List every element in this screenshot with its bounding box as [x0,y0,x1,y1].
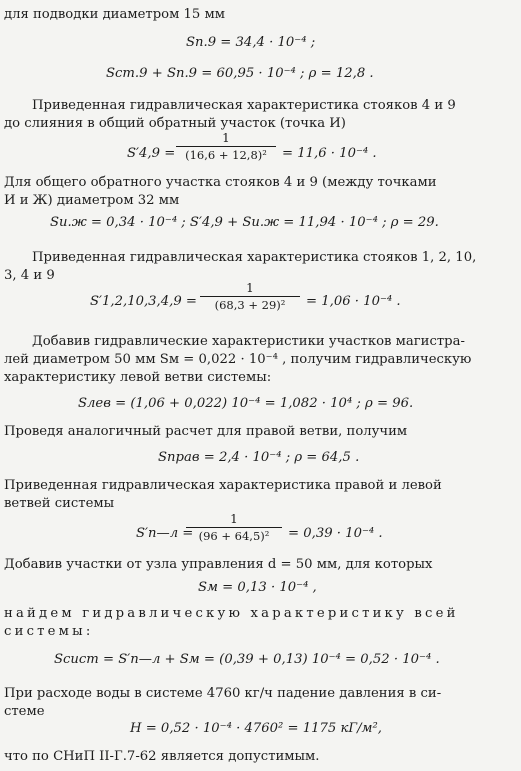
paragraph-line: характеристику левой ветви системы: [4,370,272,385]
formula: Sи.ж = 0,34 · 10⁻⁴ ; S′4,9 + Sи.ж = 11,94 · 10⁻⁴ ; ρ = 29. [50,215,439,230]
paragraph-line: лей диаметром 50 мм Sм = 0,022 · 10⁻⁴ , получим гидравлическую [4,352,472,367]
paragraph-line: Добавив гидравлические характеристики участков магистра- [32,334,465,349]
formula: Sсист = S′п—л + Sм = (0,39 + 0,13) 10⁻⁴ = 0,52 · 10⁻⁴ . [54,652,440,667]
paragraph-line: Приведенная гидравлическая характеристика стояков 4 и 9 [32,98,456,113]
formula-rhs: = 11,6 · 10⁻⁴ . [282,146,377,161]
paragraph-line: системы: [4,624,94,639]
formula: Sлев = (1,06 + 0,022) 10⁻⁴ = 1,082 · 10⁴ ; ρ = 96. [78,396,414,411]
paragraph-line: 3, 4 и 9 [4,268,55,283]
paragraph-line: найдем гидравлическую характеристику всей [4,606,459,621]
fraction [200,281,300,312]
paragraph-line: стеме [4,704,45,719]
formula: Sправ = 2,4 · 10⁻⁴ ; ρ = 64,5 . [158,450,360,465]
paragraph-line: Приведенная гидравлическая характеристика стояков 1, 2, 10, [32,250,477,265]
paragraph-line: И и Ж) диаметром 32 мм [4,193,180,208]
formula-lhs: S′1,2,10,3,4,9 = [90,294,197,309]
numerator: 1 [176,131,276,147]
formula-rhs: = 0,39 · 10⁻⁴ . [288,526,383,541]
paragraph-line: ветвей системы [4,496,115,511]
paragraph-line: Добавив участки от узла управления d = 50 мм, для которых [4,557,433,572]
formula-lhs: S′п—л = [136,526,194,541]
formula: Sст.9 + Sп.9 = 60,95 · 10⁻⁴ ; ρ = 12,8 . [106,66,374,81]
denominator: (16,6 + 12,8)² [185,148,267,162]
fraction [176,131,276,162]
formula: Sм = 0,13 · 10⁻⁴ , [198,580,317,595]
numerator: 1 [200,281,300,297]
paragraph-line: При расходе воды в системе 4760 кг/ч падение давления в си- [4,686,442,701]
text-line: для подводки диаметром 15 мм [4,7,226,22]
fraction [186,512,282,543]
formula: Sп.9 = 34,4 · 10⁻⁴ ; [186,35,316,50]
formula-lhs: S′4,9 = [127,146,176,161]
paragraph-line: что по СНиП II-Г.7-62 является допустимым. [4,749,320,764]
paragraph-line: Для общего обратного участка стояков 4 и 9 (между точками [4,175,437,190]
formula-rhs: = 1,06 · 10⁻⁴ . [306,294,401,309]
paragraph-line: Приведенная гидравлическая характеристика правой и левой [4,478,442,493]
numerator: 1 [186,512,282,528]
denominator: (68,3 + 29)² [214,298,286,312]
denominator: (96 + 64,5)² [198,529,270,543]
formula: H = 0,52 · 10⁻⁴ · 4760² = 1175 кГ/м², [130,721,382,736]
paragraph-line: до слияния в общий обратный участок (точка И) [4,116,346,131]
paragraph-line: Проведя аналогичный расчет для правой ветви, получим [4,424,408,439]
